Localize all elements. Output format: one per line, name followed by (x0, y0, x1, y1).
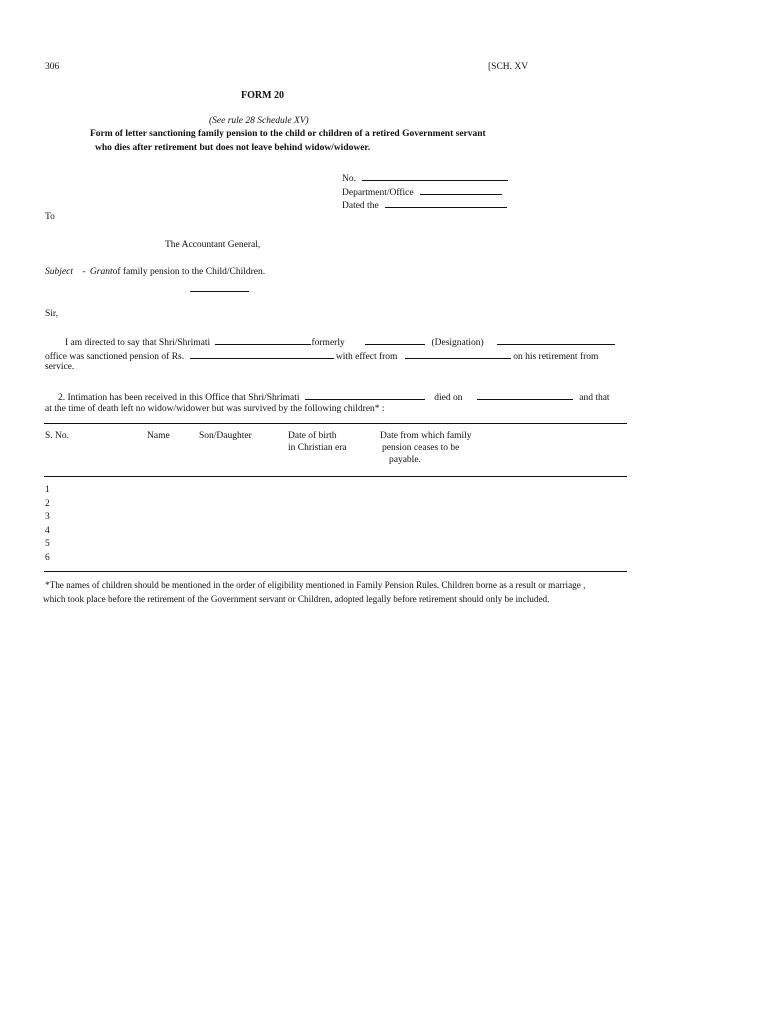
para1-text-2: formerly (311, 338, 345, 348)
para2-text-3: and that (579, 393, 610, 403)
col-header-name: Name (147, 431, 170, 441)
para2-line2: at the time of death left no widow/widower but was survived by the following children* : (45, 404, 385, 414)
form-heading-line2: who dies after retirement but does not leave behind widow/widower. (95, 143, 371, 153)
footnote-line1: *The names of children should be mentioned in the order of eligibility mentioned in Family Pension Rules. Children borne as a result or marriage , (45, 580, 586, 590)
form-heading-line1: Form of letter sanctioning family pension to the child or children of a retired Government servant (90, 129, 486, 139)
salutation: Sir, (45, 309, 59, 319)
page-number: 306 (45, 62, 60, 72)
ref-department-blank (420, 185, 502, 195)
para1-line1 (65, 335, 615, 350)
ref-no-label: No. (342, 174, 356, 184)
addressee: The Accountant General, (165, 240, 261, 250)
subject-line (45, 267, 265, 279)
table-row: 2 (45, 498, 50, 509)
subject-grant: Grant (89, 267, 113, 277)
table-row-numbers (45, 485, 50, 567)
col-header-sno: S. No. (45, 431, 70, 441)
subject-label: Subject (45, 267, 73, 277)
para1-text-1: I am directed to say that Shri/Shrimati (65, 338, 211, 348)
subject-dash: - (82, 267, 86, 277)
para2-name-blank (305, 390, 425, 400)
para1-line3: service. (45, 362, 75, 372)
schedule-ref: [SCH. XV (488, 62, 529, 72)
col-header-son-daughter: Son/Daughter (199, 431, 252, 441)
table-header-rule (44, 476, 627, 477)
para1-text-5: with effect from (335, 352, 398, 362)
footnote-line2: which took place before the retirement of the Government servant or Children, adopted legally before retirement should only be included. (43, 594, 550, 604)
col-header-cease (380, 431, 472, 467)
para2-text-2: died on (434, 393, 463, 403)
ref-dated-label: Dated the (342, 201, 379, 211)
para1-designation-blank (497, 335, 615, 345)
col-header-dob-line1: Date of birth (288, 431, 337, 441)
to-label: To (45, 212, 55, 222)
para1-name-blank (215, 335, 311, 345)
table-row: 6 (45, 552, 50, 563)
subject-rest: of family pension to the Child/Children. (112, 267, 266, 277)
subject-underline (190, 282, 249, 292)
para2-line1 (58, 390, 610, 405)
ref-no-blank (362, 171, 508, 181)
table-row: 1 (45, 485, 50, 495)
form-title: FORM 20 (241, 90, 285, 101)
para1-amount-blank (190, 349, 334, 359)
para1-text-4: office was sanctioned pension of Rs. (45, 352, 185, 362)
para1-line2 (45, 349, 598, 364)
table-row: 4 (45, 525, 50, 536)
table-row: 3 (45, 512, 50, 523)
para1-text-3: (Designation) (431, 338, 484, 348)
para2-text-1: 2. Intimation has been received in this Office that Shri/Shrimati (58, 393, 300, 403)
para1-formerly-blank (365, 335, 425, 345)
ref-no (342, 171, 508, 186)
col-header-cease-line2: pension ceases to be (382, 442, 460, 453)
col-header-dob-line2: in Christian era (288, 442, 347, 453)
table-bottom-rule (44, 571, 627, 572)
para1-date-blank (405, 349, 511, 359)
ref-department-label: Department/Office (342, 188, 414, 198)
table-top-rule (44, 423, 627, 424)
para1-text-6: on his retirement from (513, 352, 599, 362)
col-header-cease-line1: Date from which family (380, 431, 472, 441)
col-header-cease-line3: payable. (389, 454, 421, 465)
para2-date-blank (477, 390, 573, 400)
table-row: 5 (45, 539, 50, 550)
ref-dated (342, 198, 507, 213)
rule-reference: (See rule 28 Schedule XV) (209, 116, 309, 126)
ref-dated-blank (385, 198, 507, 208)
col-header-dob (288, 431, 347, 455)
